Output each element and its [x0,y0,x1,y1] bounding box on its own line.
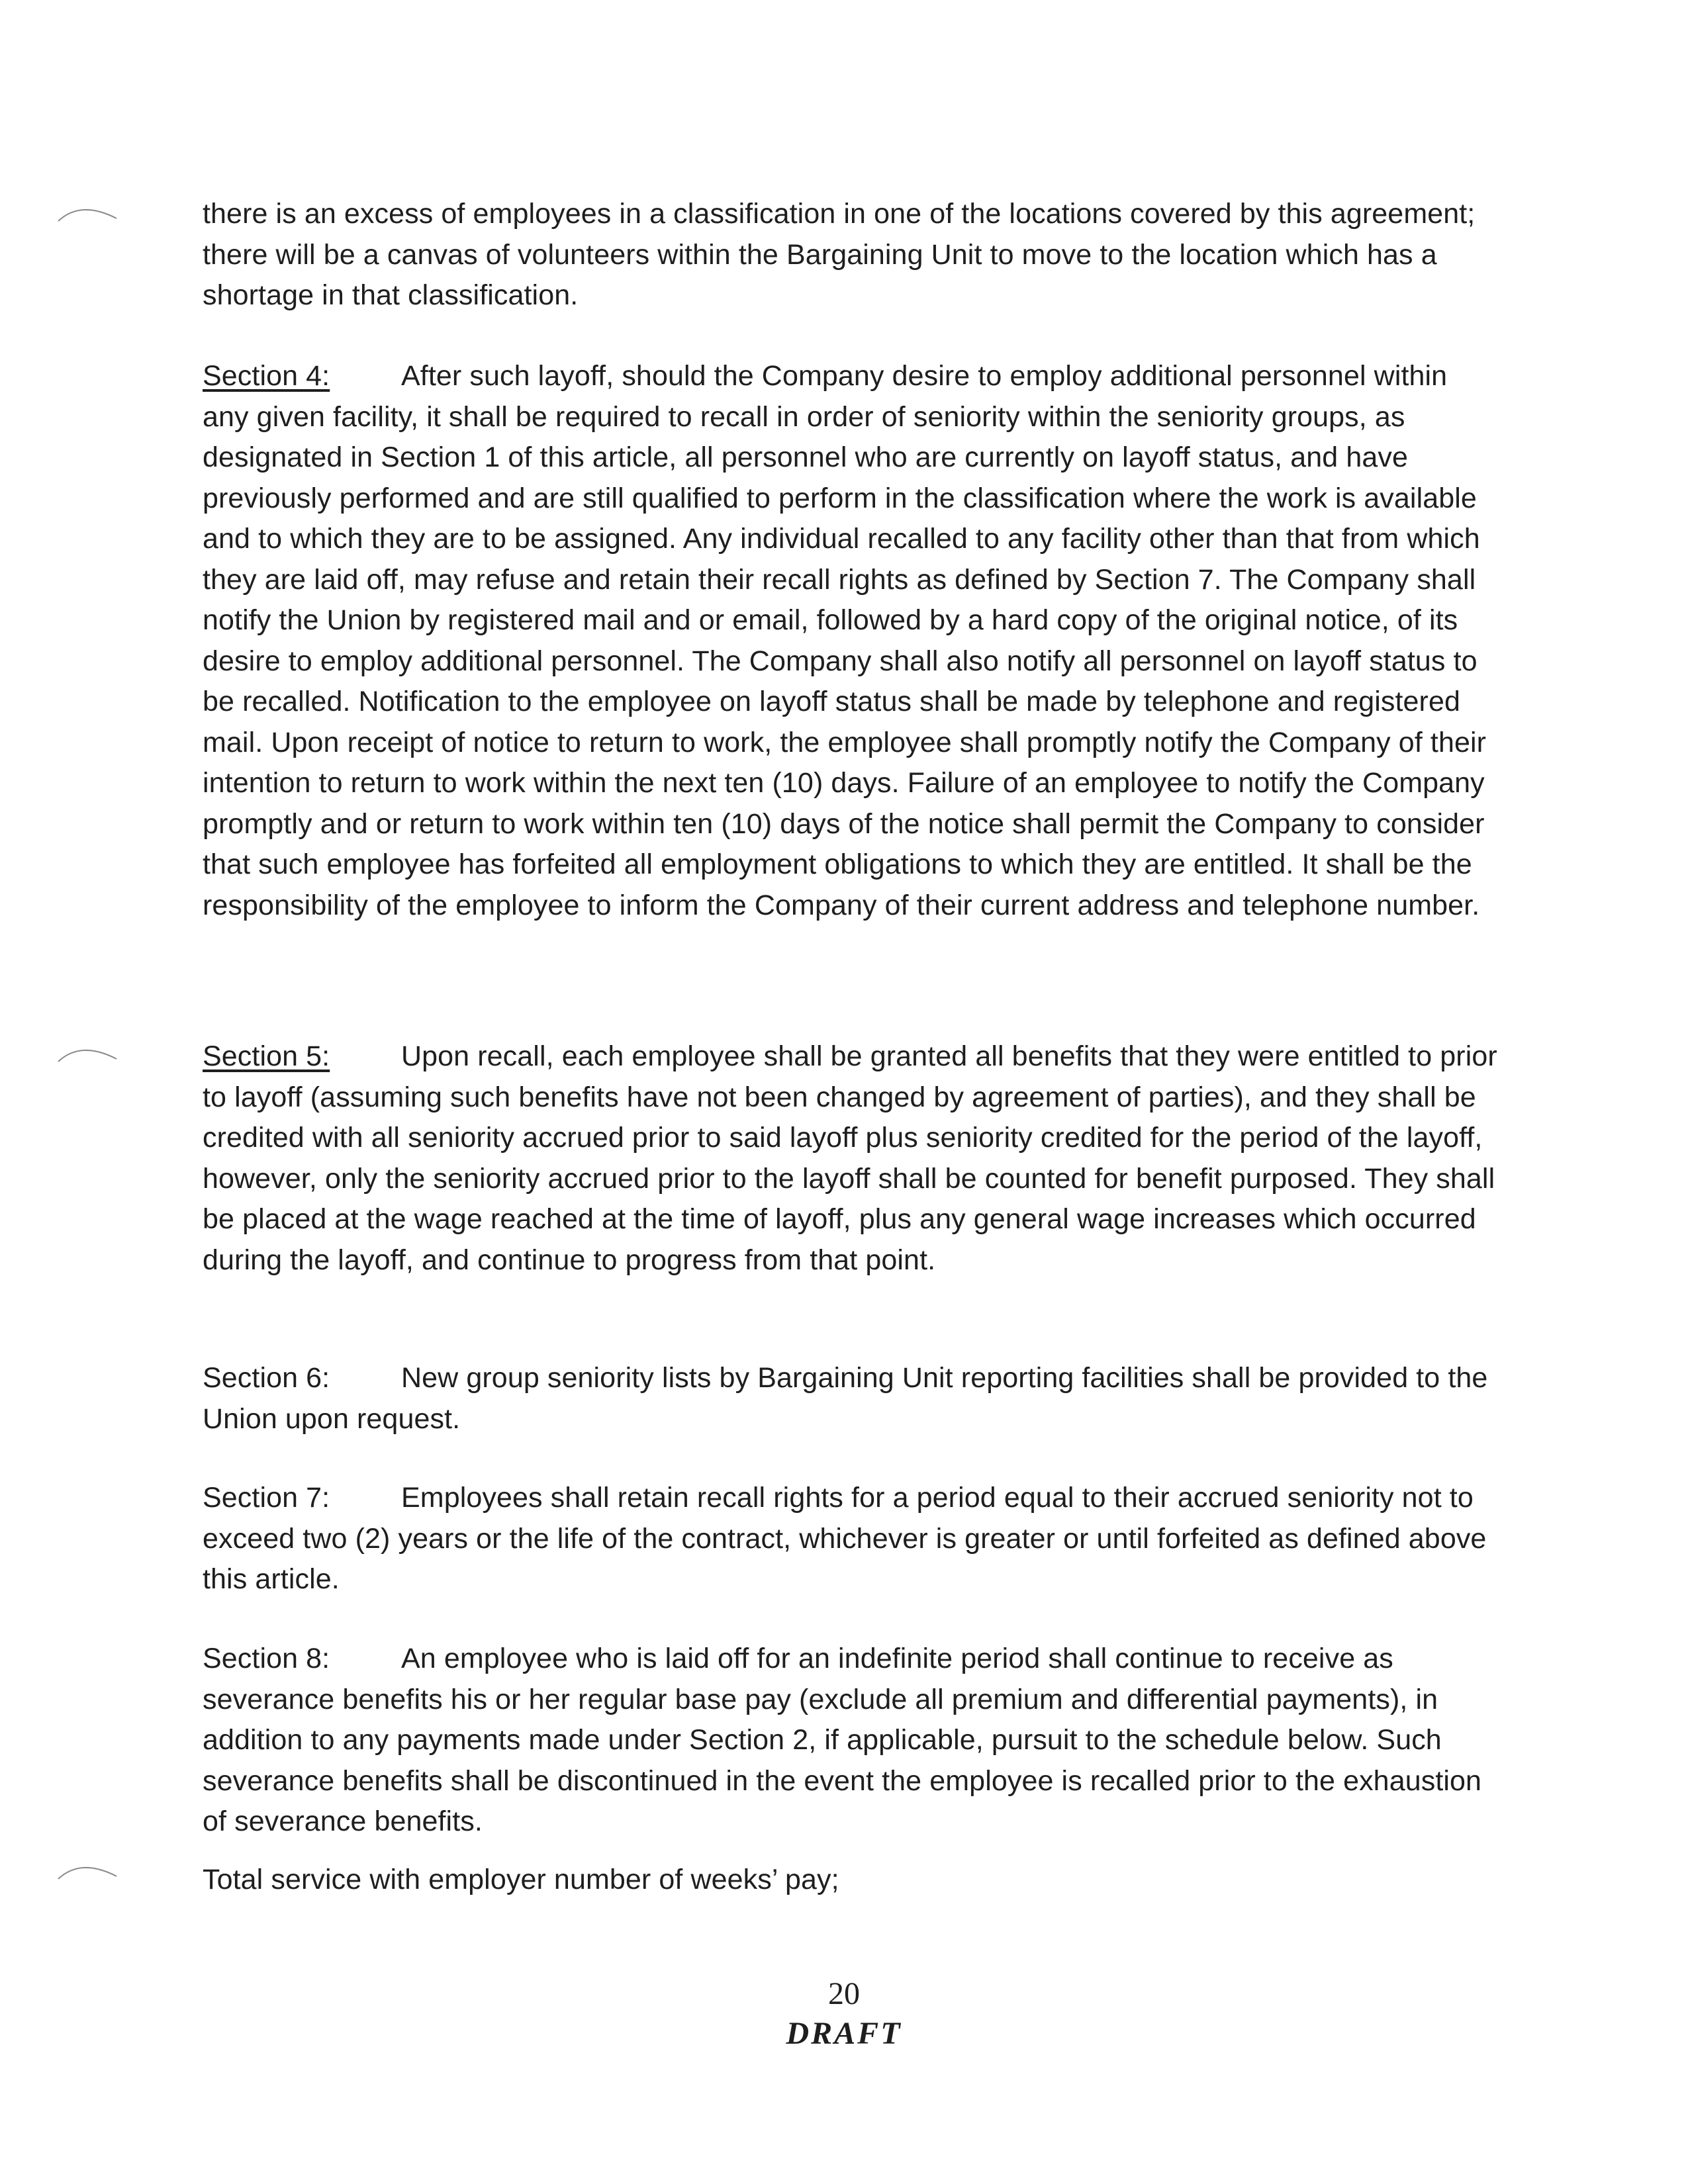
section-5-paragraph [203,1036,1500,1281]
section-label-text: Section 7: [203,1482,330,1514]
section-label-text: Section 8: [203,1643,330,1674]
page-number: 20 [828,1976,860,2011]
section-4-paragraph [203,356,1500,926]
paragraph-body: Total service with employer number of weeks’ pay; [203,1864,839,1895]
section-8-paragraph [203,1639,1500,1843]
paragraph-text [203,356,1500,926]
service-schedule-intro [203,1860,1500,1901]
paragraph-body: New group seniority lists by Bargaining Unit reporting facilities shall be provided to the Union upon request. [203,1362,1488,1435]
paragraph-body: Upon recall, each employee shall be granted all benefits that they were entitled to prior to layoff (assuming such benefits have not been changed by agreement of parties), and they shall be credited with all seniority accrued prior to said layoff plus seniority credited for the period of the layoff, however, only the seniority accrued prior to the layoff shall be counted for benefit purposed. They shall be placed at the wage reached at the time of layoff, plus any general wage increases which occurred during the layoff, and continue to progress from that point. [203,1040,1497,1276]
paragraph-body: An employee who is laid off for an indefinite period shall continue to receive as severance benefits his or her regular base pay (exclude all premium and differential payments), in addition to any payments made under Section 2, if applicable, pursuit to the schedule below. Such severance benefits shall be discontinued in the event the employee is recalled prior to the exhaustion of severance benefits. [203,1643,1482,1837]
section-label [203,1036,401,1077]
paragraph-text [203,1639,1500,1843]
paragraph-text [203,1358,1500,1439]
section-7-paragraph [203,1478,1500,1600]
punch-hole-mark-icon [54,1039,120,1066]
punch-hole-mark-icon [54,1856,120,1883]
section-label [203,1478,401,1519]
section-label [203,1639,401,1680]
paragraph-text [203,1036,1500,1281]
punch-hole-mark-icon [54,199,120,225]
paragraph-body: there is an excess of employees in a classification in one of the locations covered by this agreement; there will be a canvas of volunteers within the Bargaining Unit to move to the location which has a shortage in that classification. [203,198,1476,311]
section-label [203,356,401,397]
section-label-text: Section 5: [203,1040,330,1072]
paragraph-body: Employees shall retain recall rights for a period equal to their accrued seniority not to exceed two (2) years or the life of the contract, whichever is greater or until forfeited as defined above this article. [203,1482,1487,1595]
section-label-text: Section 6: [203,1362,330,1394]
section-6-paragraph [203,1358,1500,1439]
draft-watermark: DRAFT [786,2016,902,2051]
section-label [203,1358,401,1399]
section-label-text: Section 4: [203,360,330,392]
paragraph-continuation [203,194,1500,316]
paragraph-body: After such layoff, should the Company desire to employ additional personnel within any given facility, it shall be required to recall in order of seniority within the seniority groups, as designated in Section 1 of this article, all personnel who are currently on layoff status, and have previously performed and are still qualified to perform in the classification where the work is available and to which they are to be assigned. Any individual recalled to any facility other than that from which they are laid off, may refuse and retain their recall rights as defined by Section 7. The Company shall notify the Union by registered mail and or email, followed by a hard copy of the original notice, of its desire to employ additional personnel. The Company shall also notify all personnel on layoff status to be recalled. Notification to the employee on layoff status shall be made by telephone and registered mail. Upon receipt of notice to return to work, the employee shall promptly notify the Company of their intention to return to work within the next ten (10) days. Failure of an employee to notify the Company promptly and or return to work within ten (10) days of the notice shall permit the Company to consider that such employee has forfeited all employment obligations to which they are entitled. It shall be the responsibility of the employee to inform the Company of their current address and telephone number. [203,360,1487,921]
paragraph-text [203,1478,1500,1600]
